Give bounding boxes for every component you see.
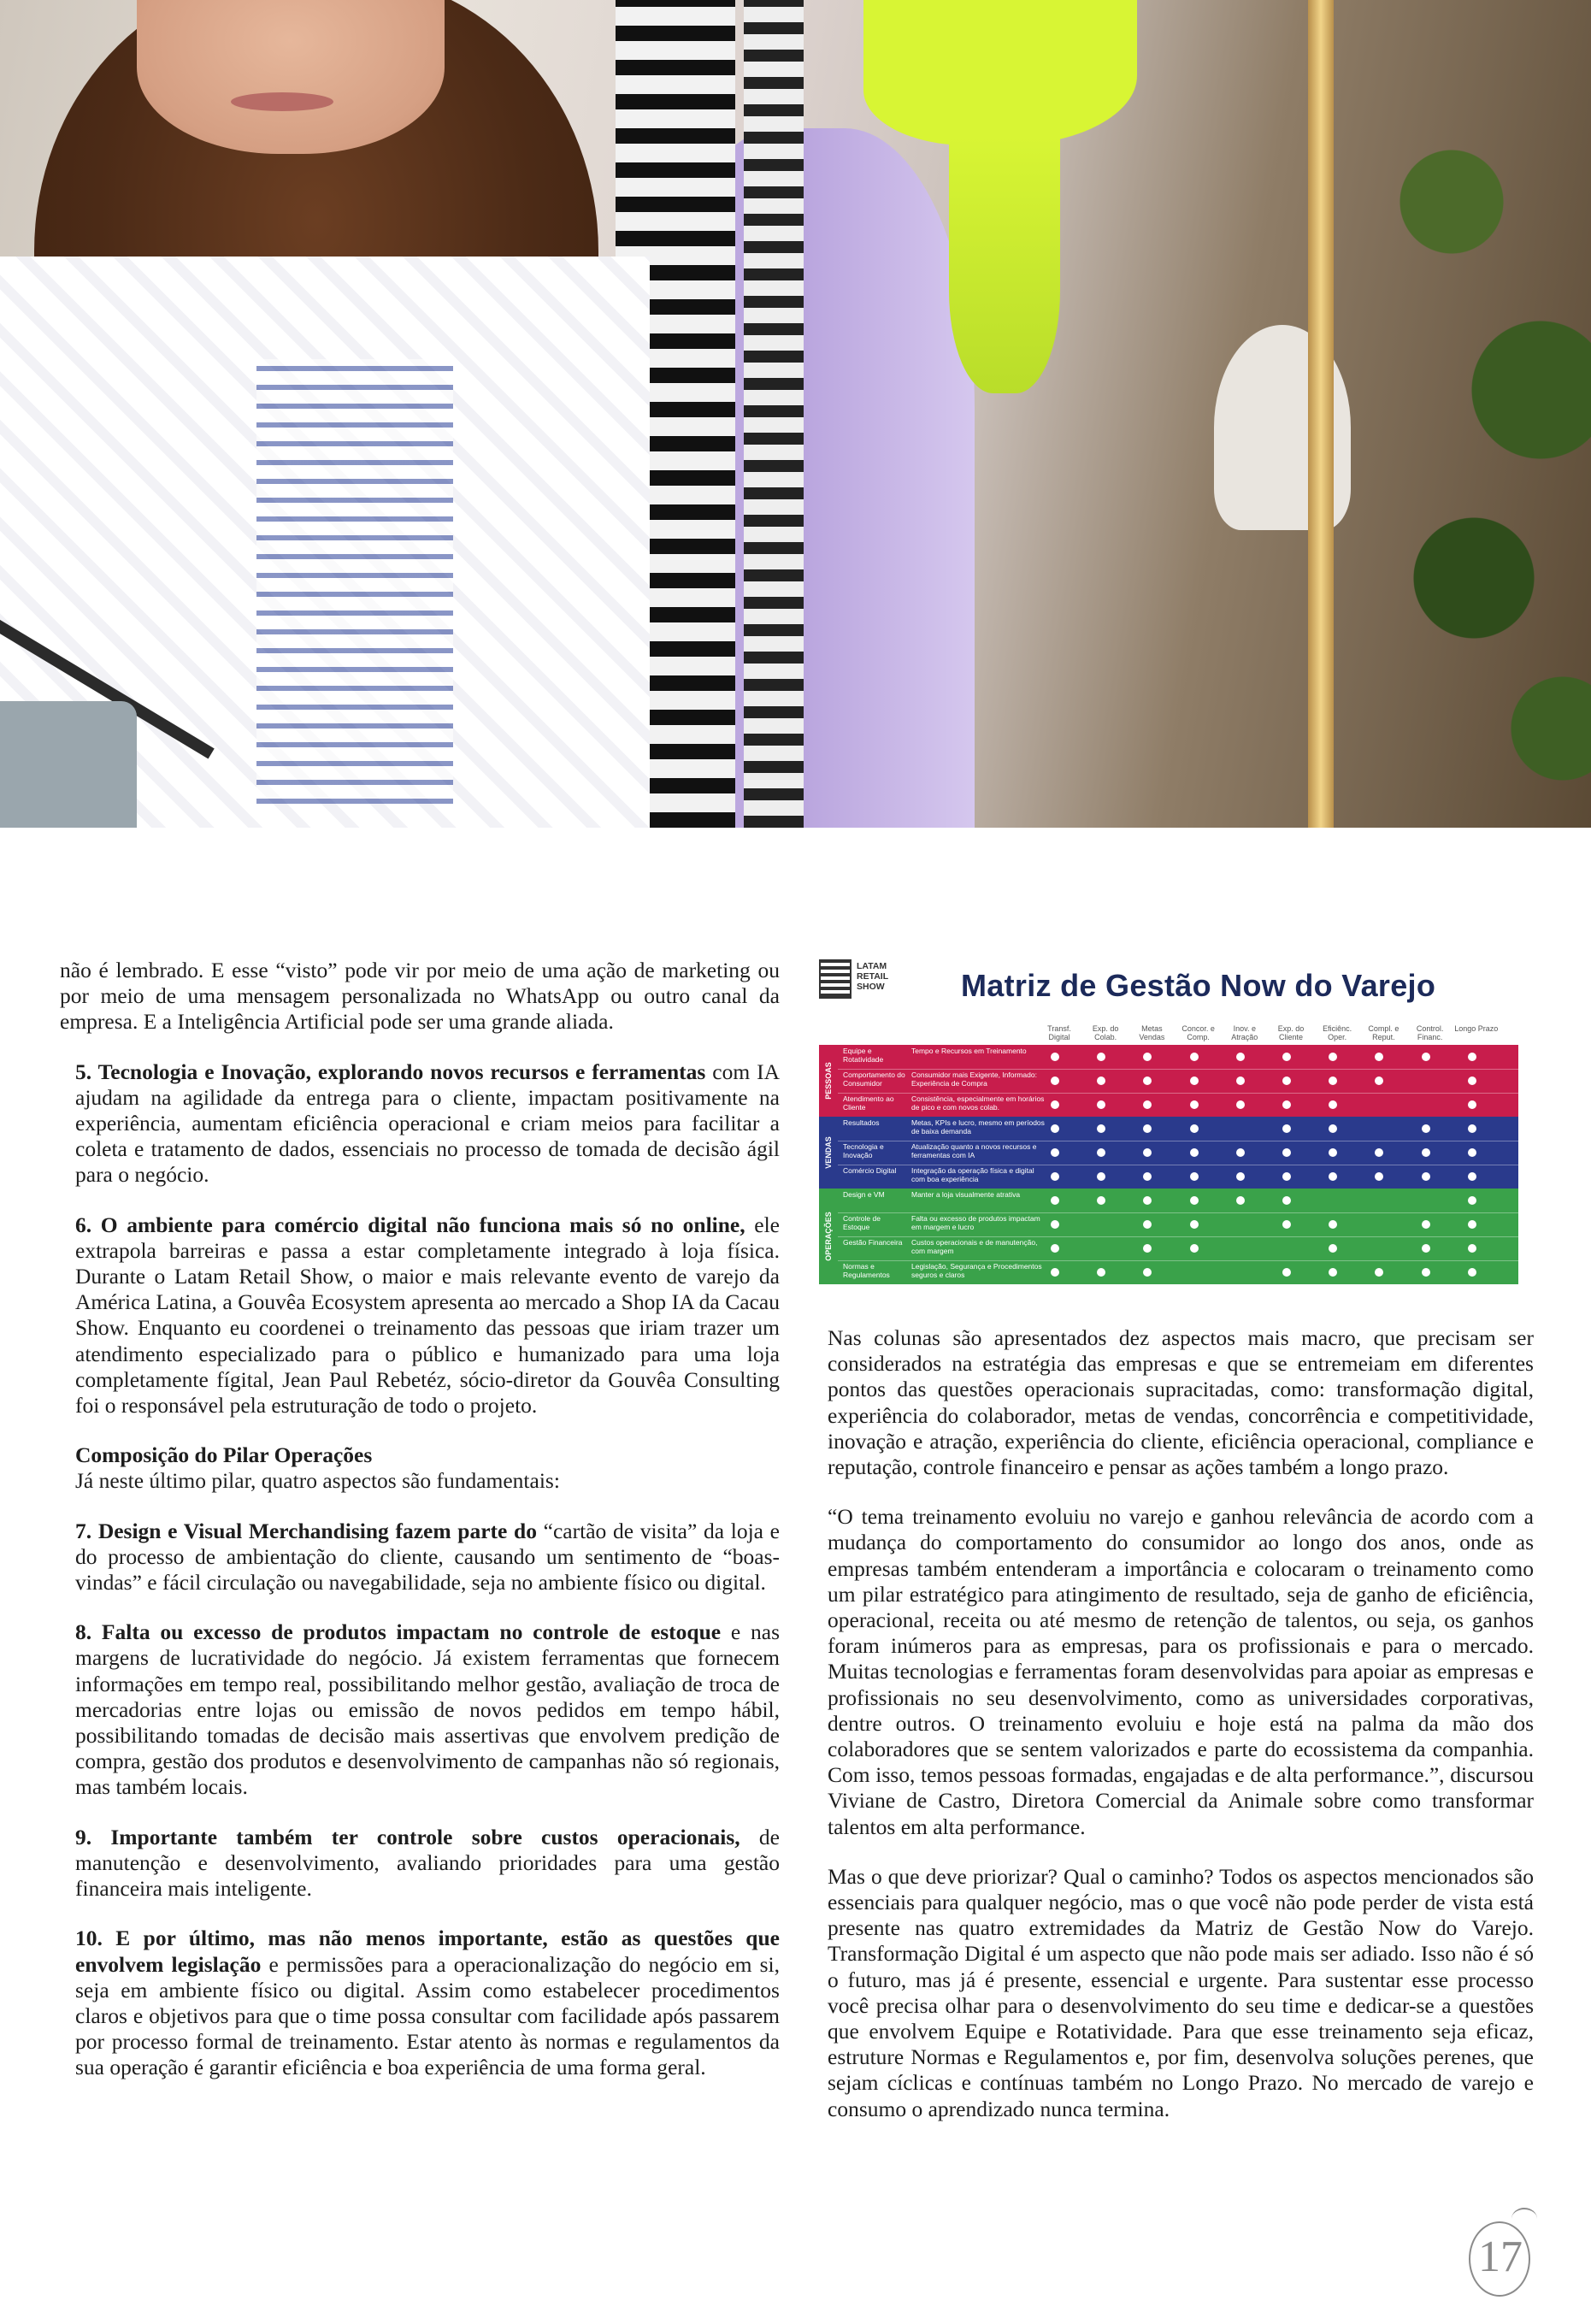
matrix-group-label-text: PESSOAS [824, 1062, 833, 1100]
latam-retail-show-logo [819, 959, 901, 1000]
matrix-dot [1282, 1268, 1291, 1277]
matrix-group-label [819, 1189, 838, 1284]
matrix-column-header: Transf. Digital [1047, 1024, 1071, 1041]
matrix-dot [1422, 1172, 1430, 1181]
matrix-group-label-text: OPERAÇÕES [824, 1212, 833, 1261]
matrix-row-description: Atualização quanto a novos recursos e ferramentas com IA [911, 1142, 1037, 1159]
matrix-dot [1190, 1148, 1199, 1157]
matrix-dot [1051, 1220, 1059, 1229]
matrix-dot [1051, 1100, 1059, 1109]
woman-face [137, 0, 445, 154]
matrix-row-name: Gestão Financeira [843, 1238, 903, 1247]
matrix-dot [1051, 1172, 1059, 1181]
matrix-group-label [819, 1117, 838, 1189]
matrix-dot [1422, 1268, 1430, 1277]
matrix-dot [1375, 1268, 1383, 1277]
matrix-dot [1329, 1076, 1337, 1085]
matrix-dot [1375, 1053, 1383, 1061]
matrix-group-label-text: VENDAS [824, 1136, 833, 1169]
matrix-title: Matriz de Gestão Now do Varejo [961, 968, 1436, 1003]
item-8-heading: 8. Falta ou excesso de produtos impactam no controle de estoque [75, 1619, 722, 1645]
matrix-row [838, 1141, 1518, 1165]
matrix-dot [1097, 1053, 1105, 1061]
paragraph-item-9 [60, 1825, 780, 1902]
logo-text: LATAM RETAIL SHOW [857, 961, 888, 992]
matrix-row-name: Atendimento ao Cliente [843, 1094, 894, 1112]
matrix-dot [1097, 1100, 1105, 1109]
neon-garment-drape [949, 137, 1060, 393]
paragraph-item-6 [60, 1212, 780, 1419]
item-6-heading: 6. O ambiente para comércio digital não funciona mais só no online, [75, 1212, 745, 1237]
laptop-corner [0, 701, 137, 828]
paragraph-item-5 [60, 1059, 780, 1189]
matrix-column-header: Eficiênc. Oper. [1323, 1024, 1352, 1041]
matrix-dot [1236, 1172, 1245, 1181]
matrix-dot [1190, 1076, 1199, 1085]
matrix-row-description: Metas, KPIs e lucro, mesmo em períodos de baixa demanda [911, 1118, 1045, 1135]
matrix-row [838, 1212, 1518, 1237]
matrix-dot [1375, 1076, 1383, 1085]
matrix-row-description: Manter a loja visualmente atrativa [911, 1190, 1021, 1199]
section-heading [60, 1442, 780, 1468]
matrix-dot [1051, 1148, 1059, 1157]
matrix-dot [1468, 1268, 1476, 1277]
matrix-dot [1468, 1100, 1476, 1109]
matrix-dot [1190, 1053, 1199, 1061]
matrix-dot [1051, 1053, 1059, 1061]
matrix-row-name: Resultados [843, 1118, 880, 1127]
matrix-dot [1097, 1148, 1105, 1157]
matrix-dot [1329, 1124, 1337, 1133]
matrix-dot [1143, 1172, 1152, 1181]
hero-photo [0, 0, 1591, 828]
item-9-text: de manutenção e desenvolvimento, avaliando prioridades para uma gestão financeira mais inteligente. [75, 1824, 780, 1902]
matrix-dot [1282, 1124, 1291, 1133]
matrix-dot [1097, 1172, 1105, 1181]
item-10-heading: 10. E por último, mas não menos importante, estão as questões que envolvem legislação [75, 1926, 780, 1977]
blouse-embroidery [256, 359, 453, 804]
item-6-text: ele extrapola barreiras e passa a estar completamente integrado à loja física. Durante o Latam Retail Show, o maior e mais relevante evento de varejo da América Latina, a Gouvêa Ecosystem apresenta ao mercado a Shop IA da Cacau Show. Enquanto eu coordenei o treinamento das pessoas que iriam trazer um atendimento especializado para o público e humanizado para uma loja completamente fígital, Jean Paul Rebetéz, sócio-diretor da Gouvêa Consulting foi o responsável pela estruturação de todo o projeto. [75, 1212, 780, 1419]
page-number-swash [1511, 2208, 1537, 2230]
matrix-dot [1190, 1220, 1199, 1229]
matrix-column-header: Inov. e Atração [1231, 1024, 1258, 1041]
matrix-dot [1097, 1196, 1105, 1205]
paragraph-item-8 [60, 1619, 780, 1800]
matrix-row [838, 1236, 1518, 1261]
matrix-row-description: Consistência, especialmente em horários de pico e com novos colab. [911, 1094, 1045, 1112]
matrix-dot [1190, 1196, 1199, 1205]
matrix-dot [1051, 1196, 1059, 1205]
matrix-column-header: Exp. do Colab. [1092, 1024, 1119, 1041]
matrix-dot [1097, 1268, 1105, 1277]
neon-garment [863, 0, 1137, 145]
matrix-dot [1143, 1268, 1152, 1277]
matrix-dot [1468, 1196, 1476, 1205]
matrix-dot [1329, 1172, 1337, 1181]
matrix-dot [1282, 1172, 1291, 1181]
matrix-dot [1468, 1244, 1476, 1253]
paragraph-matrix-explanation: Nas colunas são apresentados dez aspectos mais macro, que precisam ser considerados na estratégia das empresas e que se entremeiam em diferentes pontos das questões operacionais supracitadas, como: transformação digital, experiência do colaborador, metas de vendas, concorrência e competitividade, inovação e atração, experiência do cliente, eficiência operacional, compliance e reputação, controle financeiro e pensar as ações também a longo prazo. [828, 1325, 1534, 1480]
page-number: 17 [1478, 2233, 1523, 2281]
matrix-row-name: Equipe e Rotatividade [843, 1047, 884, 1064]
item-7-text: “cartão de visita” da loja e do processo de ambientação do cliente, causando um sentimento de “boas-vindas” e fácil circulação ou navegabilidade, seja no ambiente físico ou digital. [75, 1518, 780, 1596]
matrix-dot [1468, 1172, 1476, 1181]
matrix-row [838, 1117, 1518, 1141]
matrix-dot [1468, 1220, 1476, 1229]
matrix-dot [1236, 1076, 1245, 1085]
matrix-dot [1468, 1076, 1476, 1085]
matrix-dot [1375, 1148, 1383, 1157]
matrix-dot [1051, 1268, 1059, 1277]
matrix-dot [1190, 1244, 1199, 1253]
matrix-dot [1329, 1053, 1337, 1061]
item-7-heading: 7. Design e Visual Merchandising fazem parte do [75, 1518, 537, 1543]
matrix-dot [1468, 1124, 1476, 1133]
matrix-row [838, 1189, 1518, 1213]
matrix-row [838, 1069, 1518, 1094]
matrix-row-name: Tecnologia e Inovação [843, 1142, 884, 1159]
matrix-dot [1143, 1148, 1152, 1157]
matrix-dot [1143, 1196, 1152, 1205]
matrix-dot [1051, 1076, 1059, 1085]
matrix-dot [1468, 1053, 1476, 1061]
matrix-row-description: Custos operacionais e de manutenção, com margem [911, 1238, 1038, 1255]
matrix-dot [1190, 1172, 1199, 1181]
matrix-row [838, 1045, 1518, 1070]
matrix-dot [1143, 1076, 1152, 1085]
matrix-dot [1143, 1124, 1152, 1133]
matrix-dot [1236, 1196, 1245, 1205]
matrix-dot [1143, 1244, 1152, 1253]
section-intro: Já neste último pilar, quatro aspectos são fundamentais: [75, 1468, 560, 1494]
matrix-column-header: Compl. e Reput. [1368, 1024, 1399, 1041]
matrix-column-header: Metas Vendas [1139, 1024, 1165, 1041]
matrix-row-description: Integração da operação física e digital com boa experiência [911, 1166, 1034, 1183]
item-10-text: e permissões para a operacionalização do negócio em si, seja em ambiente físico ou digital. Assim como estabelecer procedimentos claros e objetivos para que o time possa consultar com facilidade após passarem por processo formal de treinamento. Estar atento às normas e regulamentos da sua operação é garantir eficiência e boa experiência de uma forma geral. [75, 1951, 780, 2080]
matrix-dot [1422, 1148, 1430, 1157]
matrix-row-description: Legislação, Segurança e Procedimentos seguros e claros [911, 1262, 1042, 1279]
matrix-row [838, 1093, 1518, 1118]
matrix-dot [1375, 1172, 1383, 1181]
item-8-text: e nas margens de lucratividade do negócio. Já existem ferramentas que fornecem informações em tempo real, possibilitando melhor gestão, avaliação de troca de mercadorias entre lojas ou emissão de novos pedidos em tempo hábil, possibilitando tomadas de decisão mais assertivas que envolvem predição de compra, gestão dos produtos e desenvolvimento de campanhas não só regionais, mas também locais. [75, 1619, 780, 1800]
matrix-dot [1329, 1148, 1337, 1157]
brass-rack-pole [1308, 0, 1334, 828]
matrix-dot [1282, 1076, 1291, 1085]
matrix-dot [1190, 1100, 1199, 1109]
matrix-dot [1051, 1244, 1059, 1253]
matrix-row-description: Falta ou excesso de produtos impactam em margem e lucro [911, 1214, 1040, 1231]
striped-garment-2 [744, 0, 804, 828]
section-heading-text: Composição do Pilar Operações [75, 1442, 373, 1468]
matrix-dot [1282, 1196, 1291, 1205]
left-text-column [60, 958, 780, 2081]
matrix-row-name: Design e VM [843, 1190, 885, 1199]
matrix-row-name: Comportamento do Consumidor [843, 1071, 905, 1088]
matrix-column-header: Exp. do Cliente [1277, 1024, 1305, 1041]
matrix-group-label [819, 1045, 838, 1117]
matrix-dot [1143, 1100, 1152, 1109]
matrix-dot [1422, 1220, 1430, 1229]
paragraph-intro: não é lembrado. E esse “visto” pode vir por meio de uma ação de marketing ou por meio de uma mensagem personalizada no WhatsApp ou outro canal da empresa. E a Inteligência Artificial pode ser uma grande aliada. [60, 958, 780, 1035]
matrix-dot [1236, 1148, 1245, 1157]
matrix-dot [1329, 1268, 1337, 1277]
woman-lips [231, 92, 333, 111]
matrix-dot [1236, 1100, 1245, 1109]
page-number-badge [1469, 2221, 1535, 2298]
matrix-row-name: Controle de Estoque [843, 1214, 881, 1231]
matrix-dot [1236, 1053, 1245, 1061]
matrix-dot [1282, 1148, 1291, 1157]
matrix-row-name: Comércio Digital [843, 1166, 897, 1175]
matrix-dot [1422, 1244, 1430, 1253]
matrix-row [838, 1165, 1518, 1189]
paragraph-item-10 [60, 1926, 780, 2080]
matrix-dot [1422, 1053, 1430, 1061]
matrix-dot [1190, 1124, 1199, 1133]
item-5-text: com IA ajudam na agilidade da entrega para o cliente, impactam positivamente na experiência, aumentam eficiência operacional e criam meios para facilitar a coleta e tratamento de dados, essenciais no processo de tomada de decisão ágil para o negócio. [75, 1059, 780, 1188]
logo-mark [819, 959, 851, 999]
matrix-column-header: Control. Financ. [1416, 1024, 1444, 1041]
matrix-dot [1051, 1124, 1059, 1133]
item-9-heading: 9. Importante também ter controle sobre custos operacionais, [75, 1824, 740, 1849]
paragraph-item-7 [60, 1519, 780, 1596]
plant-leaves [1385, 51, 1591, 804]
matrix-column-header: Concor. e Comp. [1181, 1024, 1215, 1041]
paragraph-conclusion: Mas o que deve priorizar? Qual o caminho? Todos os aspectos mencionados são essenciais para qualquer negócio, mas o que você não pode perder de vista está presente nas quatro extremidades da Matriz de Gestão Now do Varejo. Transformação Digital é um aspecto que não pode mais ser adiado. Isso não é só o futuro, mas já é presente, essencial e urgente. Para sustentar esse processo você precisa olhar para o desenvolvimento do seu time e dedicar-se a questões que envolvem Equipe e Rotatividade. Para que esse treinamento seja eficaz, estruture Normas e Regulamentos e, por fim, desenvolva soluções perenes, que sejam cíclicas e contínuas também no Longo Prazo. No mercado de varejo e consumo o aprendizado nunca termina. [828, 1863, 1534, 2121]
matrix-dot [1097, 1124, 1105, 1133]
matrix-dot [1468, 1148, 1476, 1157]
matrix-column-header: Longo Prazo [1454, 1024, 1499, 1033]
matrix-figure [819, 958, 1522, 1308]
matrix-dot [1422, 1124, 1430, 1133]
matrix-dot [1143, 1220, 1152, 1229]
matrix-row-name: Normas e Regulamentos [843, 1262, 890, 1279]
matrix-row [838, 1260, 1518, 1285]
paragraph-quote: “O tema treinamento evoluiu no varejo e ganhou relevância de acordo com a mudança do comportamento do consumidor ao longo dos anos, onde as empresas também entenderam a importância e colocaram o treinamento como um pilar estratégico para atingimento de resultado, seja de ganho de eficiência, operacional, receita ou até mesmo de retenção de talentos, ou seja, os ganhos foram inúmeros para as empresas, para os profissionais e para o mercado. Muitas tecnologias e ferramentas foram desenvolvidas para apoiar as empresas e profissionais no seu desenvolvimento, como as universidades corporativas, dentre outros. O treinamento evoluiu e hoje está na palma da mão dos colaboradores que se sentem valorizados e parte do ecossistema da companhia. Com isso, temos pessoas formadas, engajadas e de alta performance.”, discursou Viviane de Castro, Diretora Comercial da Animale sobre como transformar talentos em alta performance. [828, 1504, 1534, 1839]
matrix-dot [1329, 1220, 1337, 1229]
item-5-heading: 5. Tecnologia e Inovação, explorando novos recursos e ferramentas [75, 1059, 706, 1084]
matrix-dot [1282, 1220, 1291, 1229]
matrix-dot [1329, 1100, 1337, 1109]
right-text-column [812, 1325, 1534, 2122]
matrix-dot [1282, 1053, 1291, 1061]
matrix-row-description: Tempo e Recursos em Treinamento [911, 1047, 1027, 1055]
matrix-dot [1143, 1053, 1152, 1061]
matrix-dot [1329, 1244, 1337, 1253]
matrix-row-description: Consumidor mais Exigente, Informado: Experiência de Compra [911, 1071, 1037, 1088]
matrix-dot [1097, 1076, 1105, 1085]
matrix-dot [1282, 1100, 1291, 1109]
